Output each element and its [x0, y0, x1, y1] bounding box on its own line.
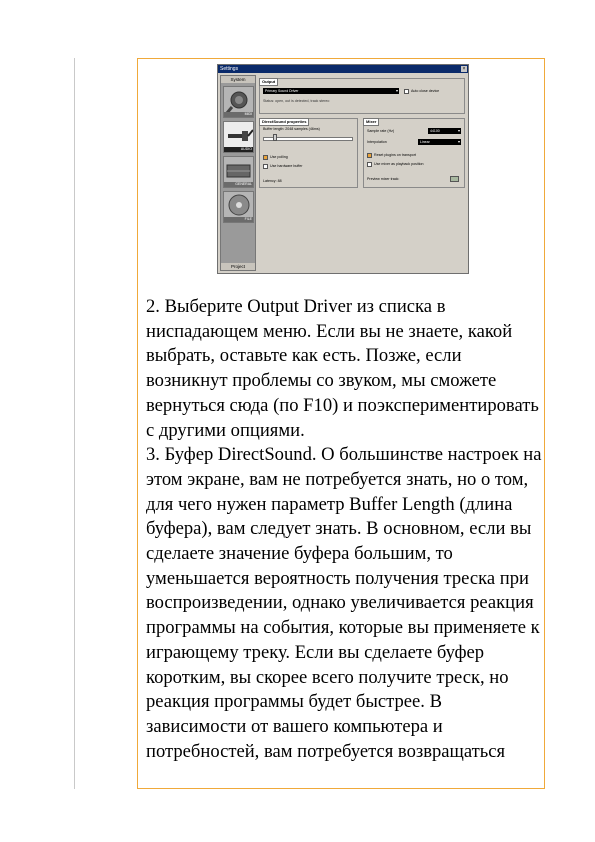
output-driver-select[interactable]	[263, 88, 399, 94]
paragraph-step-2: 2. Выберите Output Driver из списка в ниспадающем меню. Если вы не знаете, какой выбрать, оставьте как есть. Позже, если возникнут проблемы со звуком, мы сможете вернуться сюда (по F10) и поэкспериментировать с другими опциями.	[146, 296, 539, 441]
midi-connector-icon	[224, 87, 253, 113]
directsound-panel	[259, 118, 358, 188]
preview-track-button[interactable]	[450, 176, 459, 182]
keyboard-icon	[224, 157, 253, 183]
preview-track-label: Preview mixer track:	[367, 177, 400, 181]
buffer-length-label: Buffer length: 2048 samples (46ms)	[263, 127, 320, 131]
chevron-down-icon: ▾	[457, 139, 460, 144]
article-text	[146, 295, 542, 764]
directsound-panel-title: DirectSound properties	[259, 118, 309, 126]
paragraph-step-3: 3. Буфер DirectSound. О большинстве настроек на этом экране, вам не потребуется знать, но о том, для чего нужен параметр Buffer Length (длина буфера), вам следует знать. В основном, если вы сделаете значение буфера большим, то уменьшается вероятность получения треска при воспроизведении, однако увеличивается реакция программы на события, которые вы применяете к играющему треку. Если вы сделаете буфер коротким, вы скорее всего получите треск, но реакция программы будет быстрее. В зависимости от вашего компьютера и потребностей, вам потребуется возвращаться	[146, 444, 542, 762]
sidebar-item-file[interactable]	[223, 191, 254, 223]
latency-readout: Latency: 88	[263, 179, 282, 183]
reset-plugins-checkbox[interactable]	[367, 153, 372, 158]
sidebar-item-audio[interactable]	[223, 121, 254, 153]
use-polling-checkbox[interactable]	[263, 155, 268, 160]
auto-close-label: Auto close device	[411, 89, 440, 93]
content-frame	[137, 58, 545, 789]
settings-sidebar	[220, 75, 256, 271]
mixer-panel	[363, 118, 465, 188]
output-panel	[259, 78, 465, 114]
sidebar-item-label: MIDI	[224, 112, 253, 117]
chevron-down-icon: ▾	[395, 88, 398, 93]
use-fixed-checkbox[interactable]	[367, 162, 372, 167]
interpolation-select[interactable]	[418, 139, 461, 145]
sidebar-footer[interactable]: Project	[221, 263, 255, 270]
sample-rate-label: Sample rate (Hz)	[367, 129, 395, 133]
output-status-text: Status: open, out is detected, track stereo	[263, 99, 330, 103]
mixer-panel-title: Mixer	[363, 118, 379, 126]
output-driver-value: Primary Sound Driver	[265, 89, 299, 93]
sidebar-item-label: GENERAL	[224, 182, 253, 187]
sidebar-header[interactable]: System	[221, 76, 255, 83]
interpolation-value: Linear	[420, 140, 430, 144]
sidebar-item-label: AUDIO	[224, 147, 253, 152]
sidebar-item-midi[interactable]	[223, 86, 254, 118]
use-polling-label: Use polling	[270, 155, 288, 159]
interpolation-label: Interpolation	[367, 140, 387, 144]
auto-close-checkbox[interactable]	[404, 89, 409, 94]
disc-icon	[224, 192, 253, 218]
use-hardware-buffer-label: Use hardware buffer	[270, 164, 303, 168]
reset-plugins-label: Reset plugins on transport	[374, 153, 416, 157]
sidebar-item-general[interactable]	[223, 156, 254, 188]
close-icon[interactable]: ×	[462, 66, 466, 72]
use-fixed-label: Use mixer as playback position	[374, 162, 424, 166]
window-title: Settings	[220, 66, 239, 72]
chevron-down-icon: ▾	[457, 128, 460, 133]
page-margin-line	[74, 58, 75, 789]
sample-rate-select[interactable]	[428, 128, 461, 134]
use-hardware-buffer-checkbox[interactable]	[263, 164, 268, 169]
output-panel-title: Output	[259, 78, 278, 86]
sidebar-item-label: FILE	[224, 217, 253, 222]
audio-jack-icon	[224, 122, 253, 148]
window-titlebar	[218, 65, 468, 73]
sample-rate-value: 44100	[430, 129, 440, 133]
settings-window-screenshot	[217, 64, 469, 274]
buffer-length-slider-thumb[interactable]	[273, 134, 277, 141]
